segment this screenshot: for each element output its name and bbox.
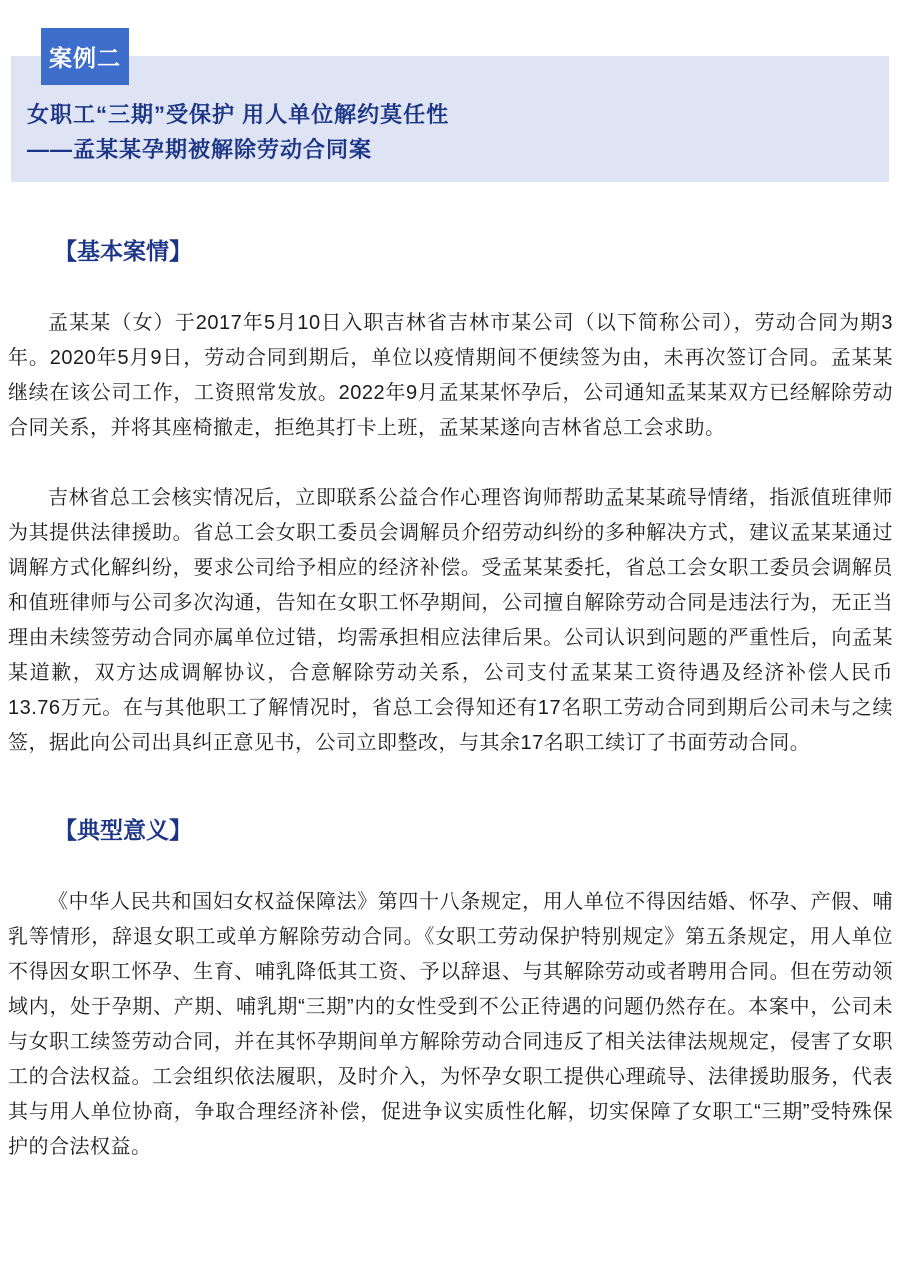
case-number-badge: 案例二 [41,28,129,85]
section-heading-typical-significance: 【典型意义】 [54,817,192,843]
paragraph-basic-facts-1: 孟某某（女）于2017年5月10日入职吉林省吉林市某公司（以下简称公司），劳动合同为期3年。2020年5月9日，劳动合同到期后，单位以疫情期间不便续签为由，未再次签订合同。孟某某继续在该公司工作，工资照常发放。2022年9月孟某某怀孕后，公司通知孟某某双方已经解除劳动合同关系，并将其座椅撤走，拒绝其打卡上班，孟某某遂向吉林省总工会求助。 [8,312,893,439]
article-title-line-1: 女职工“三期”受保护 用人单位解约莫任性 [27,102,450,127]
paragraph-basic-facts-2: 吉林省总工会核实情况后，立即联系公益合作心理咨询师帮助孟某某疏导情绪，指派值班律师为其提供法律援助。省总工会女职工委员会调解员介绍劳动纠纷的多种解决方式，建议孟某某通过调解方式化解纠纷，要求公司给予相应的经济补偿。受孟某某委托，省总工会女职工委员会调解员和值班律师与公司多次沟通，告知在女职工怀孕期间，公司擅自解除劳动合同是违法行为，无正当理由未续签劳动合同亦属单位过错，均需承担相应法律后果。公司认识到问题的严重性后，向孟某某道歉，双方达成调解协议，合意解除劳动关系，公司支付孟某某工资待遇及经济补偿人民币13.76万元。在与其他职工了解情况时，省总工会得知还有17名职工劳动合同到期后公司未与之续签，据此向公司出具纠正意见书，公司立即整改，与其余17名职工续订了书面劳动合同。 [8,487,893,754]
paragraph-typical-significance-1: 《中华人民共和国妇女权益保障法》第四十八条规定，用人单位不得因结婚、怀孕、产假、哺乳等情形，辞退女职工或单方解除劳动合同。《女职工劳动保护特别规定》第五条规定，用人单位不得因女职工怀孕、生育、哺乳降低其工资、予以辞退、与其解除劳动或者聘用合同。但在劳动领域内，处于孕期、产期、哺乳期“三期”内的女性受到不公正待遇的问题仍然存在。本案中，公司未与女职工续签劳动合同，并在其怀孕期间单方解除劳动合同违反了相关法律法规规定，侵害了女职工的合法权益。工会组织依法履职，及时介入，为怀孕女职工提供心理疏导、法律援助服务，代表其与用人单位协商，争取合理经济补偿，促进争议实质性化解，切实保障了女职工“三期”受特殊保护的合法权益。 [8,891,893,1158]
article-title-line-2: ——孟某某孕期被解除劳动合同案 [27,137,373,162]
article-body [0,234,900,1165]
section-heading-basic-facts: 【基本案情】 [54,238,192,264]
header-banner [11,45,889,182]
article-page [0,45,900,1275]
